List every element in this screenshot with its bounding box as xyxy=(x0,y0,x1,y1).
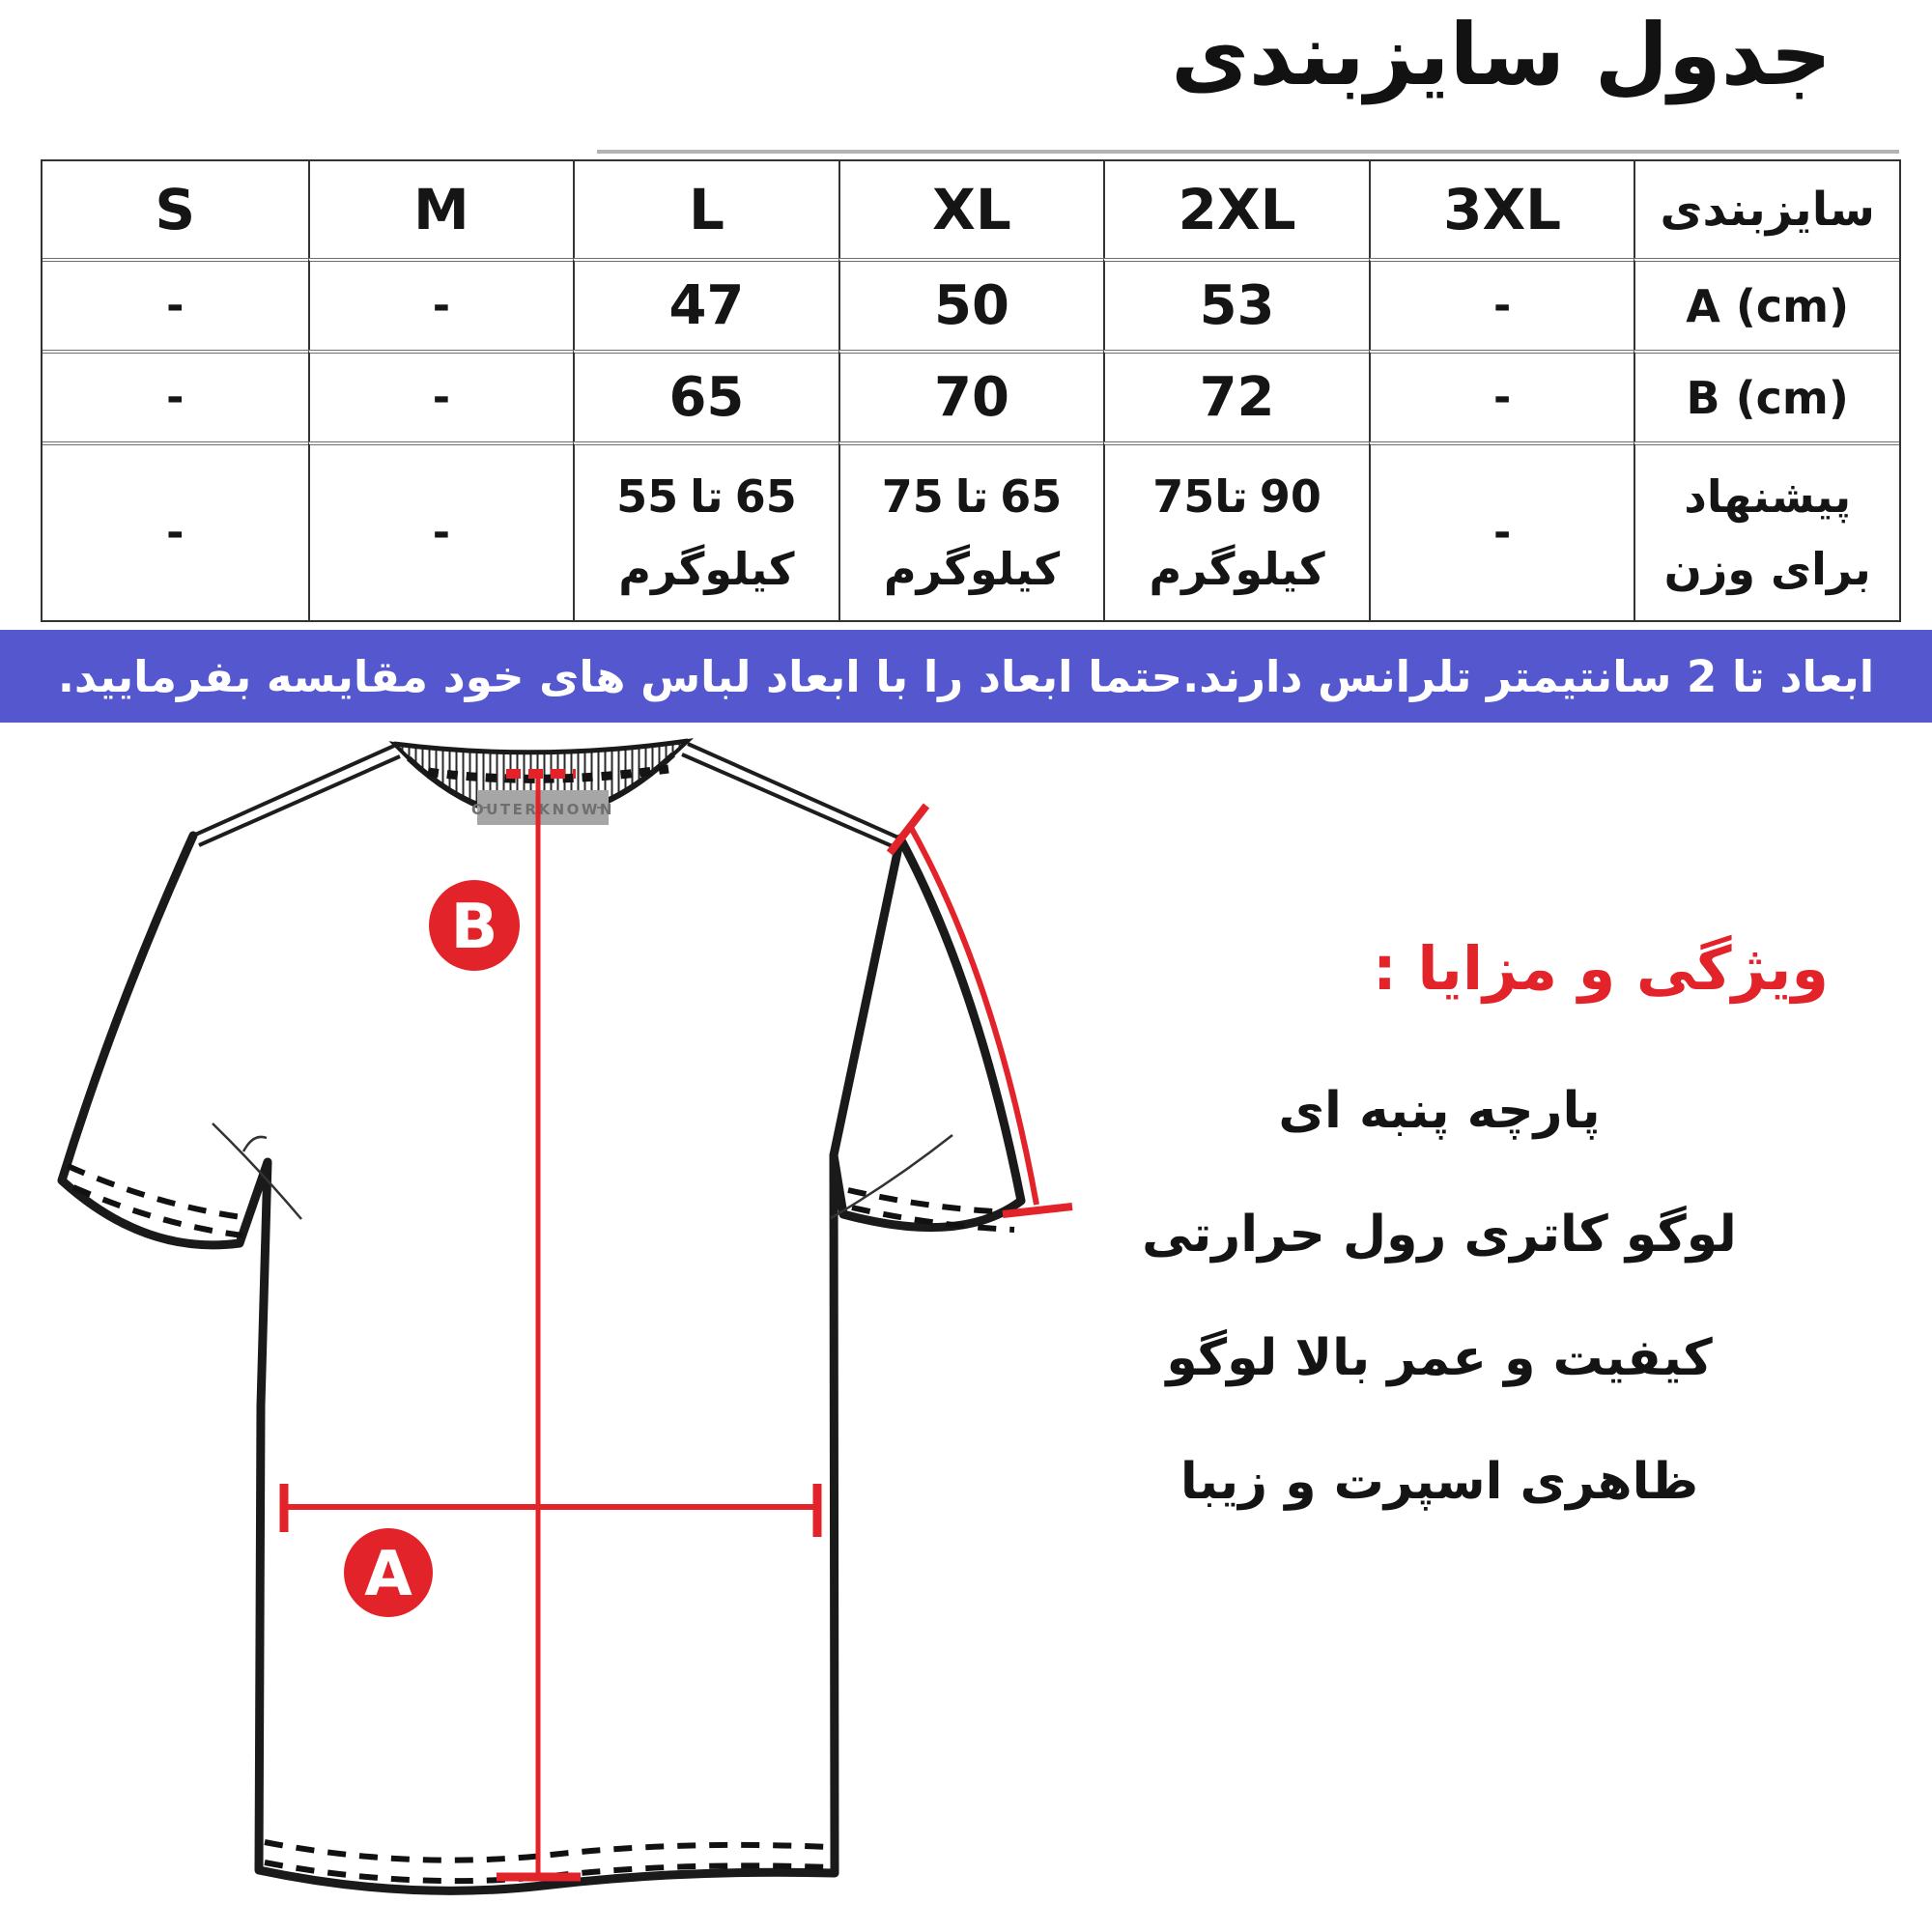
feature-item: پارچه پنبه ای xyxy=(1278,1082,1601,1140)
feature-item: ظاهری اسپرت و زیبا xyxy=(1179,1453,1699,1511)
cell-w-2xl xyxy=(1103,441,1369,620)
cell-a-2xl: 53 xyxy=(1103,258,1369,350)
tolerance-banner xyxy=(0,630,1932,723)
cell-b-2xl: 72 xyxy=(1103,350,1369,441)
header-size-l: L xyxy=(573,161,838,258)
cell-a-m: - xyxy=(308,258,574,350)
tshirt-outline xyxy=(62,836,1021,1890)
size-table xyxy=(41,159,1901,622)
header-size-2xl: 2XL xyxy=(1103,161,1369,258)
weight-range: 75 تا 65 xyxy=(881,470,1063,524)
tolerance-banner-text: ابعاد تا 2 سانتیمتر تلرانس دارند.حتما ابعاد را با ابعاد لباس های خود مقایسه بفرمایید. xyxy=(57,650,1875,702)
weight-range: 55 تا 65 xyxy=(616,470,797,524)
svg-text:B: B xyxy=(450,892,498,963)
hem-stitches xyxy=(68,1166,1014,1881)
cell-b-l: 65 xyxy=(573,350,838,441)
cell-b-3xl: - xyxy=(1369,350,1634,441)
cell-a-xl: 50 xyxy=(838,258,1104,350)
cell-a-s: - xyxy=(43,258,308,350)
row-a-label: A (cm) xyxy=(1634,258,1899,350)
cell-a-3xl: - xyxy=(1369,258,1634,350)
cell-w-m: - xyxy=(308,441,574,620)
weight-range: 75تا 90 xyxy=(1152,470,1321,524)
measurement-badge-a xyxy=(344,1528,433,1617)
collar-ribbed-band xyxy=(394,741,688,825)
measurement-line-a xyxy=(284,1484,819,1537)
cell-a-l: 47 xyxy=(573,258,838,350)
feature-item: کیفیت و عمر بالا لوگو xyxy=(1166,1329,1713,1387)
row-w-label: پیشنهاد برای وزن xyxy=(1634,441,1899,620)
cell-b-m: - xyxy=(308,350,574,441)
measurement-badge-b xyxy=(429,880,520,971)
tshirt-measurement-diagram xyxy=(0,729,1111,1932)
table-top-artifact-line xyxy=(597,150,1899,154)
header-size-s: S xyxy=(155,177,196,242)
collar-brand-label-text: OUTERKNOWN xyxy=(471,801,614,818)
weight-unit: کیلوگرم xyxy=(883,542,1061,595)
feature-item: لوگو کاتری رول حرارتی xyxy=(1142,1206,1737,1264)
row-b-label: B (cm) xyxy=(1634,350,1899,441)
header-size-xl: XL xyxy=(838,161,1104,258)
cell-w-xl xyxy=(838,441,1104,620)
cell-b-s: - xyxy=(43,350,308,441)
svg-text:A: A xyxy=(364,1539,412,1610)
header-sizing-label: سایزبندی xyxy=(1634,161,1899,258)
cell-w-3xl: - xyxy=(1369,441,1634,620)
cell-w-s: - xyxy=(43,441,308,620)
cell-w-l xyxy=(573,441,838,620)
features-list xyxy=(1063,1082,1816,1577)
cell-b-xl: 70 xyxy=(838,350,1104,441)
features-heading: ویژگی و مزایا : xyxy=(1372,933,1829,1004)
header-size-3xl: 3XL xyxy=(1369,161,1634,258)
weight-unit: کیلوگرم xyxy=(618,542,795,595)
weight-unit: کیلوگرم xyxy=(1149,542,1325,595)
header-size-m: M xyxy=(308,161,574,258)
page-title: جدول سایزبندی xyxy=(1171,5,1832,104)
